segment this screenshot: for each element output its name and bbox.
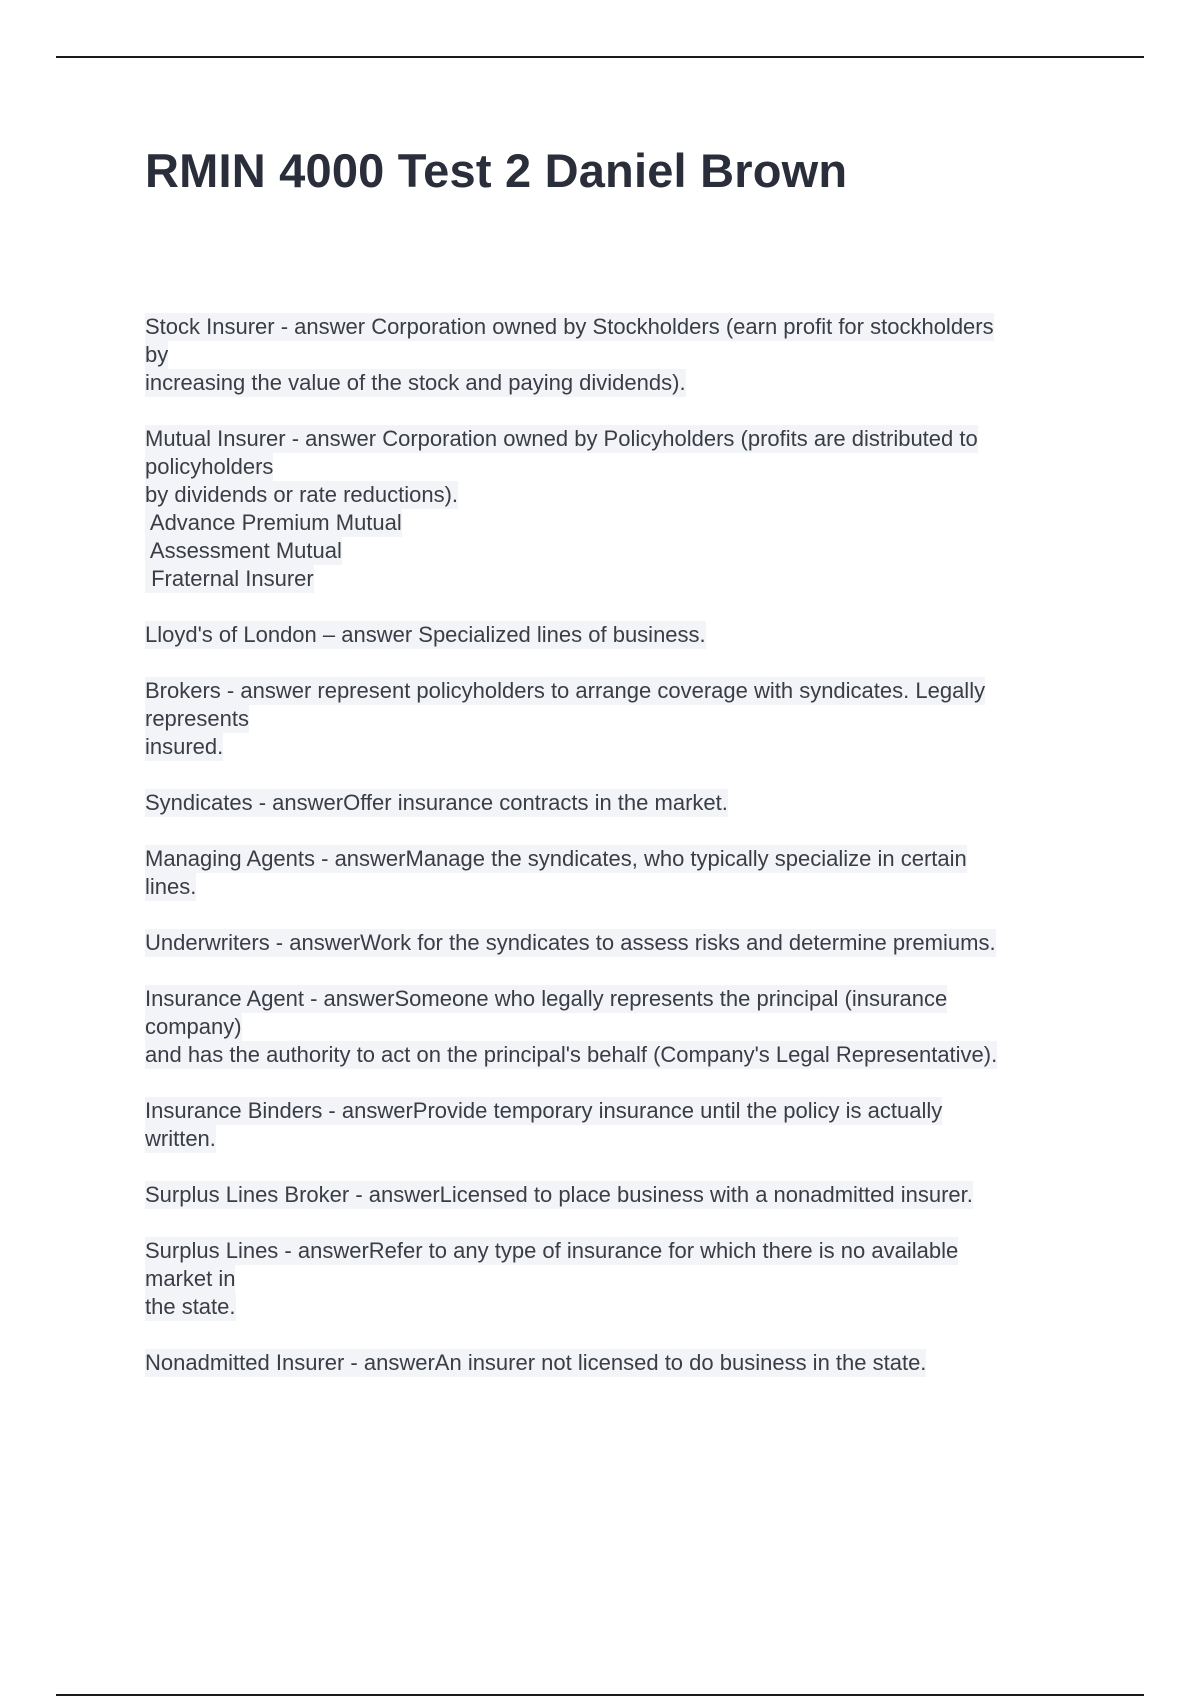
entry-line: market in xyxy=(145,1266,236,1291)
entry-line: written. xyxy=(145,1126,216,1151)
entry-line: Mutual Insurer - answer Corporation owned by Policyholders (profits are distributed to xyxy=(145,426,978,451)
top-divider xyxy=(56,56,1144,58)
entry-line: insured. xyxy=(145,734,224,759)
entry-line: Stock Insurer - answer Corporation owned by Stockholders (earn profit for stockholders xyxy=(145,314,994,339)
page-title: RMIN 4000 Test 2 Daniel Brown xyxy=(145,144,848,197)
entry-line: Brokers - answer represent policyholders to arrange coverage with syndicates. Legally xyxy=(145,678,986,703)
entry-line: Surplus Lines Broker - answerLicensed to place business with a nonadmitted insurer. xyxy=(145,1182,973,1207)
entry-line: company) xyxy=(145,1014,242,1039)
entry-line: and has the authority to act on the principal's behalf (Company's Legal Representative). xyxy=(145,1042,998,1067)
entry-line: increasing the value of the stock and paying dividends). xyxy=(145,370,686,395)
entry-line: Surplus Lines - answerRefer to any type of insurance for which there is no available xyxy=(145,1238,959,1263)
entry-surplus-lines xyxy=(145,1237,1085,1321)
entry-line: by dividends or rate reductions). xyxy=(145,482,459,507)
entry-nonadmitted-insurer xyxy=(145,1349,1085,1377)
entry-underwriters xyxy=(145,929,1085,957)
entry-line: Insurance Agent - answerSomeone who legally represents the principal (insurance xyxy=(145,986,948,1011)
entry-insurance-agent xyxy=(145,985,1085,1069)
entry-brokers xyxy=(145,677,1085,761)
entry-surplus-lines-broker xyxy=(145,1181,1085,1209)
entry-line: Insurance Binders - answerProvide temporary insurance until the policy is actually xyxy=(145,1098,943,1123)
definition-list xyxy=(145,313,1085,1405)
entry-line: Underwriters - answerWork for the syndicates to assess risks and determine premiums. xyxy=(145,930,996,955)
entry-line: Nonadmitted Insurer - answerAn insurer not licensed to do business in the state. xyxy=(145,1350,927,1375)
entry-line: Fraternal Insurer xyxy=(145,566,314,591)
entry-line: Assessment Mutual xyxy=(145,538,342,563)
entry-line: the state. xyxy=(145,1294,236,1319)
bottom-divider xyxy=(56,1694,1144,1696)
entry-syndicates xyxy=(145,789,1085,817)
entry-mutual-insurer xyxy=(145,425,1085,593)
entry-line: lines. xyxy=(145,874,197,899)
entry-line: represents xyxy=(145,706,249,731)
entry-line: Managing Agents - answerManage the syndicates, who typically specialize in certain xyxy=(145,846,967,871)
entry-line: by xyxy=(145,342,169,367)
entry-line: Lloyd's of London – answer Specialized lines of business. xyxy=(145,622,706,647)
entry-stock-insurer xyxy=(145,313,1085,397)
entry-lloyds xyxy=(145,621,1085,649)
entry-line: Syndicates - answerOffer insurance contracts in the market. xyxy=(145,790,728,815)
entry-line: Advance Premium Mutual xyxy=(145,510,402,535)
entry-insurance-binders xyxy=(145,1097,1085,1153)
entry-managing-agents xyxy=(145,845,1085,901)
entry-line: policyholders xyxy=(145,454,274,479)
